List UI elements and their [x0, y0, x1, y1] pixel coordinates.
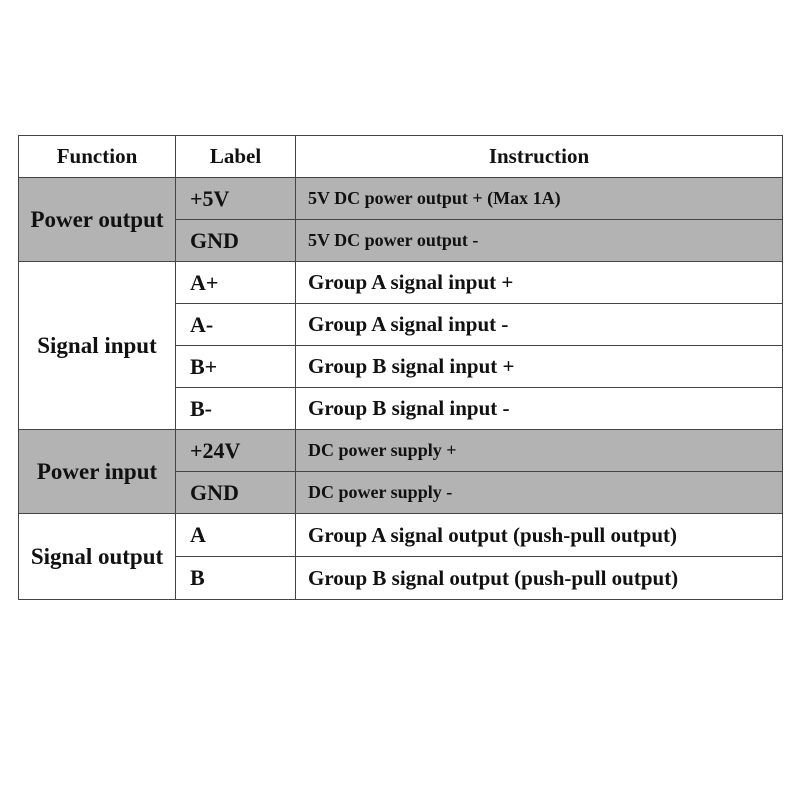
- instruction-cell: Group A signal input +: [296, 262, 783, 304]
- instruction-cell: Group A signal input -: [296, 304, 783, 346]
- instruction-cell: 5V DC power output + (Max 1A): [296, 178, 783, 220]
- header-label: Label: [176, 136, 296, 178]
- instruction-cell: Group B signal input -: [296, 388, 783, 430]
- table-header-row: [19, 136, 783, 178]
- instruction-cell: DC power supply -: [296, 472, 783, 514]
- instruction-cell: Group B signal input +: [296, 346, 783, 388]
- label-cell: B+: [176, 346, 296, 388]
- label-cell: A-: [176, 304, 296, 346]
- function-cell-signal-output: Signal output: [19, 514, 176, 600]
- label-cell: +24V: [176, 430, 296, 472]
- label-cell: GND: [176, 472, 296, 514]
- header-instruction: Instruction: [296, 136, 783, 178]
- instruction-cell: Group A signal output (push-pull output): [296, 514, 783, 557]
- instruction-cell: Group B signal output (push-pull output): [296, 557, 783, 600]
- label-cell: B-: [176, 388, 296, 430]
- pin-function-table: [18, 135, 783, 600]
- table-row: [19, 514, 783, 557]
- label-cell: A: [176, 514, 296, 557]
- label-cell: A+: [176, 262, 296, 304]
- instruction-cell: DC power supply +: [296, 430, 783, 472]
- header-function: Function: [19, 136, 176, 178]
- table-row: [19, 262, 783, 304]
- function-cell-signal-input: Signal input: [19, 262, 176, 430]
- label-cell: B: [176, 557, 296, 600]
- function-cell-power-input: Power input: [19, 430, 176, 514]
- function-cell-power-output: Power output: [19, 178, 176, 262]
- table-row: [19, 178, 783, 220]
- table-row: [19, 430, 783, 472]
- instruction-cell: 5V DC power output -: [296, 220, 783, 262]
- label-cell: GND: [176, 220, 296, 262]
- label-cell: +5V: [176, 178, 296, 220]
